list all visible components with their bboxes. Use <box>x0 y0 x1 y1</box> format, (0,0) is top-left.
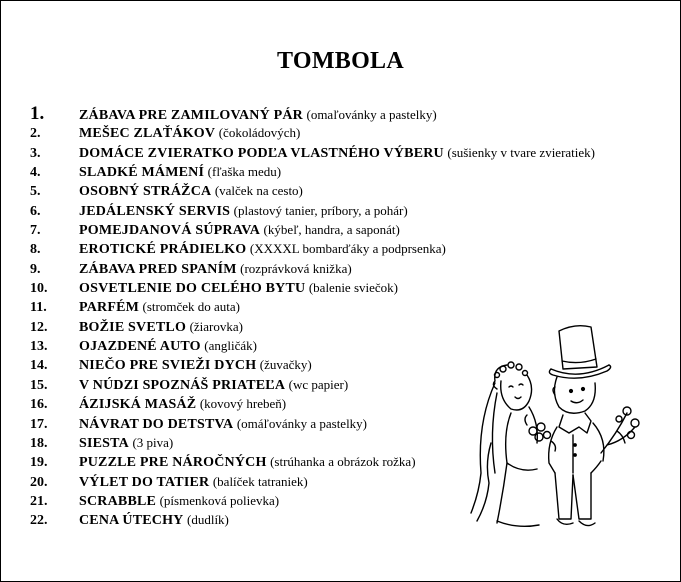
item-prize: SLADKÉ MÁMENÍ <box>79 165 205 181</box>
item-number: 12. <box>30 319 48 335</box>
item-description: (omaľovánky a pastelky) <box>306 107 437 122</box>
item-number: 17. <box>30 416 48 432</box>
list-item <box>30 143 670 162</box>
item-prize: OSOBNÝ STRÁŽCA <box>79 184 212 200</box>
item-description: (rozprávková knižka) <box>240 260 352 276</box>
flowers-icon <box>601 407 639 453</box>
list-item <box>30 297 670 316</box>
item-prize: JEDÁLENSKÝ SERVIS <box>79 203 231 219</box>
item-number: 16. <box>30 397 48 413</box>
item-description: (wc papier) <box>288 376 349 392</box>
item-prize: VÝLET DO TATIER <box>79 474 210 490</box>
item-description: (stromček do auta) <box>142 299 241 315</box>
item-prize: DOMÁCE ZVIERATKO PODĽA VLASTNÉHO VÝBERU <box>79 145 444 161</box>
item-prize: OSVETLENIE DO CELÉHO BYTU <box>79 281 306 297</box>
top-hat-icon <box>549 326 610 379</box>
groom-head <box>553 377 595 413</box>
item-number: 15. <box>30 377 48 393</box>
item-description: (balíček tatraniek) <box>212 473 308 489</box>
item-description: (písmenková polievka) <box>159 492 280 508</box>
item-number: 9. <box>30 261 41 277</box>
item-description: (kýbeľ, handra, a saponát) <box>263 222 400 238</box>
item-number: 7. <box>30 223 41 239</box>
item-prize: ÁZIJSKÁ MASÁŽ <box>79 397 197 413</box>
list-item <box>30 162 670 181</box>
page-title: TOMBOLA <box>276 48 404 74</box>
item-description: (kovový hrebeň) <box>199 396 287 412</box>
item-prize: POMEJDANOVÁ SÚPRAVA <box>79 223 261 239</box>
item-prize: ZÁBAVA PRED SPANÍM <box>79 261 237 277</box>
item-number: 18. <box>30 435 48 451</box>
item-prize: PUZZLE PRE NÁROČNÝCH <box>79 455 267 471</box>
item-description: (čokoládových) <box>218 125 301 141</box>
item-prize: EROTICKÉ PRÁDIELKO <box>79 242 247 258</box>
item-description: (omáľovánky a pastelky) <box>236 415 368 431</box>
item-number: 10. <box>30 281 48 297</box>
item-description: (dudlík) <box>187 512 229 528</box>
item-prize: V NÚDZI SPOZNÁŠ PRIATEĽA <box>79 377 286 393</box>
item-description: (3 piva) <box>132 434 174 450</box>
item-prize: SCRABBLE <box>79 493 157 509</box>
item-number: 8. <box>30 242 41 258</box>
wedding-couple-illustration <box>467 323 647 535</box>
item-number: 2. <box>30 126 41 142</box>
item-number: 3. <box>30 145 41 161</box>
list-item <box>30 259 670 278</box>
item-prize: OJAZDENÉ AUTO <box>79 339 201 355</box>
item-description: (XXXXL bombarďáky a podprsenka) <box>249 241 446 257</box>
list-item <box>30 220 670 239</box>
item-description: (angličák) <box>204 338 257 354</box>
list-item <box>30 123 670 142</box>
item-number: 14. <box>30 358 48 374</box>
item-description: (strúhanka a obrázok rožka) <box>270 454 416 470</box>
item-number: 20. <box>30 474 48 490</box>
item-prize: NIEČO PRE SVIEŽI DYCH <box>79 358 257 374</box>
item-number: 6. <box>30 203 41 219</box>
item-description: (žuvačky) <box>259 357 312 373</box>
item-description: (žiarovka) <box>189 318 243 334</box>
item-number: 21. <box>30 493 48 509</box>
list-item <box>30 201 670 220</box>
bride-figure <box>471 362 539 526</box>
item-number: 22. <box>30 513 48 529</box>
item-number: 4. <box>30 165 41 181</box>
item-description: (balenie sviečok) <box>308 280 398 296</box>
item-number: 13. <box>30 339 48 355</box>
item-number: 11. <box>30 300 47 316</box>
item-prize: ZÁBAVA PRE ZAMILOVANÝ PÁR <box>79 108 303 123</box>
item-number: 19. <box>30 455 48 471</box>
list-item <box>30 181 670 200</box>
item-prize: BOŽIE SVETLO <box>79 319 187 335</box>
item-description: (valček na cesto) <box>214 183 303 199</box>
item-description: (fľaška medu) <box>207 164 282 180</box>
item-prize: PARFÉM <box>79 300 140 316</box>
list-item <box>30 104 670 123</box>
bouquet-icon <box>525 415 556 451</box>
item-description: (sušienky v tvare zvieratiek) <box>447 144 595 160</box>
item-prize: CENA ÚTECHY <box>79 513 184 529</box>
item-prize: SIESTA <box>79 435 129 451</box>
item-number: 1. <box>30 103 45 124</box>
list-item <box>30 239 670 258</box>
item-number: 5. <box>30 184 41 200</box>
item-prize: MEŠEC ZLAŤÁKOV <box>79 126 216 142</box>
item-description: (plastový tanier, príbory, a pohár) <box>233 202 408 218</box>
item-prize: NÁVRAT DO DETSTVA <box>79 416 234 432</box>
list-item <box>30 278 670 297</box>
groom-figure <box>549 413 604 526</box>
